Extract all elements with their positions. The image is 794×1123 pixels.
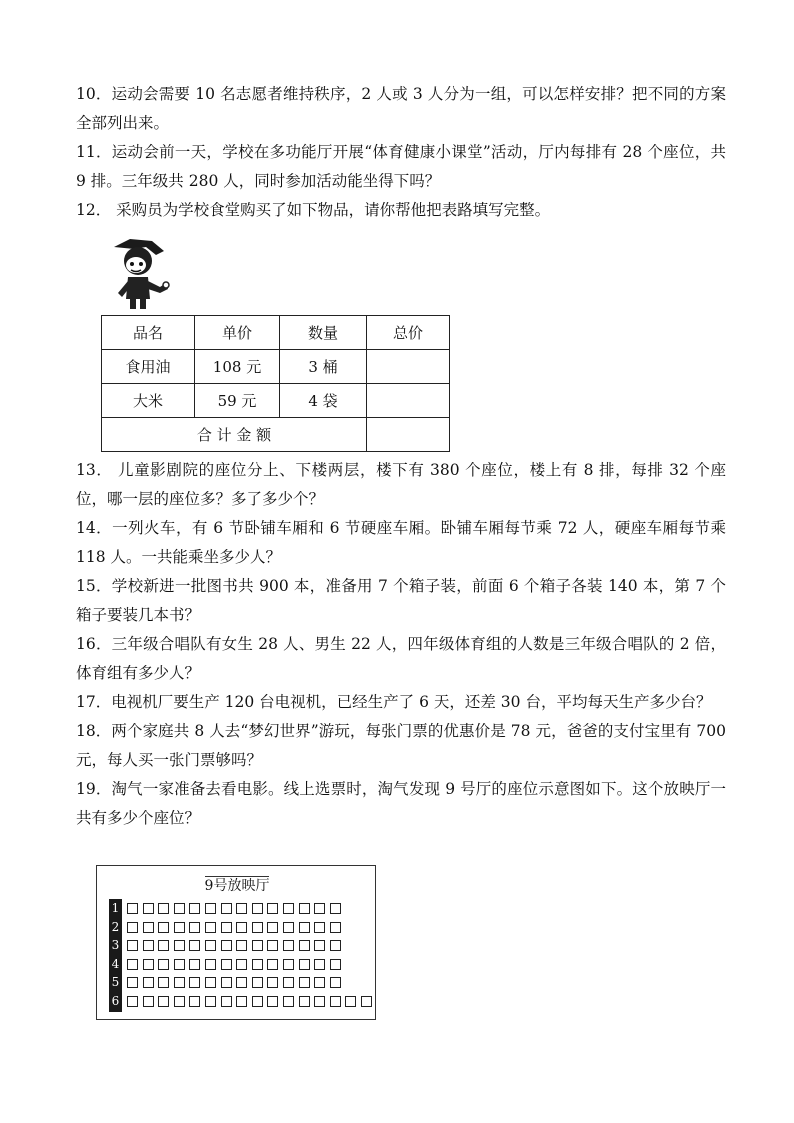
seat [252, 996, 263, 1007]
cell-total[interactable] [367, 384, 450, 418]
seat [267, 903, 278, 914]
cell-quantity: 4 袋 [280, 384, 367, 418]
seat [314, 940, 325, 951]
seat [158, 940, 169, 951]
seat [330, 903, 341, 914]
table-total-row [102, 418, 450, 452]
question-15: 15．学校新进一批图书共 900 本，准备用 7 个箱子装，前面 6 个箱子各装 140 本，第 7 个箱子要装几本书？ [76, 577, 726, 624]
seat [205, 977, 216, 988]
question-18: 18．两个家庭共 8 人去“梦幻世界”游玩，每张门票的优惠价是 78 元，爸爸的支付宝里有 700 元，每人买一张门票够吗？ [76, 722, 726, 769]
seat [236, 996, 247, 1007]
row-number-bar [109, 899, 122, 1012]
question-16: 16．三年级合唱队有女生 28 人、男生 22 人，四年级体育组的人数是三年级合唱队的 2 倍，体育组有多少人？ [76, 635, 726, 682]
seat [314, 959, 325, 970]
seat [189, 959, 200, 970]
seat [205, 903, 216, 914]
table-row [102, 384, 450, 418]
seat [221, 903, 232, 914]
seat [174, 977, 185, 988]
seat [283, 922, 294, 933]
seat [236, 903, 247, 914]
seat [221, 977, 232, 988]
seat [189, 996, 200, 1007]
cell-name: 食用油 [102, 350, 195, 384]
seat [143, 922, 154, 933]
seat [236, 922, 247, 933]
seat [267, 977, 278, 988]
header-total: 总价 [367, 316, 450, 350]
cinema-seat-diagram [96, 865, 376, 1020]
goods-table [101, 315, 450, 452]
seat [158, 959, 169, 970]
total-value[interactable] [367, 418, 450, 452]
seat [158, 977, 169, 988]
seat [127, 940, 138, 951]
row-number: 5 [111, 975, 120, 990]
seat [158, 922, 169, 933]
seat [267, 959, 278, 970]
seat [330, 959, 341, 970]
seat [283, 903, 294, 914]
table-row [102, 350, 450, 384]
question-13: 13． 儿童影剧院的座位分上、下楼两层，楼下有 380 个座位，楼上有 8 排，每排 32 个座位，哪一层的座位多？多了多少个？ [76, 461, 726, 508]
question-12: 12． 采购员为学校食堂购买了如下物品，请你帮他把表路填写完整。 [76, 201, 551, 219]
seat [330, 977, 341, 988]
header-name: 品名 [102, 316, 195, 350]
seat [252, 959, 263, 970]
row-number: 1 [111, 901, 120, 915]
seat [143, 959, 154, 970]
row-number: 4 [111, 956, 120, 971]
cell-unit-price: 59 元 [195, 384, 280, 418]
row-number: 6 [111, 994, 120, 1008]
seat [299, 977, 310, 988]
seat [236, 940, 247, 951]
seat [267, 940, 278, 951]
seat [205, 940, 216, 951]
seat [267, 922, 278, 933]
seat [299, 959, 310, 970]
total-label: 合 计 金 额 [102, 418, 367, 452]
seat [127, 903, 138, 914]
seat [189, 977, 200, 988]
row-number: 3 [111, 938, 120, 953]
seat [283, 940, 294, 951]
seat [158, 996, 169, 1007]
seat [127, 922, 138, 933]
seat [143, 903, 154, 914]
question-11: 11．运动会前一天，学校在多功能厅开展“体育健康小课堂”活动，厅内每排有 28 个座位，共 9 排。三年级共 280 人，同时参加活动能坐得下吗？ [76, 143, 726, 190]
questions-bottom [76, 456, 726, 833]
table-header-row [102, 316, 450, 350]
question-19: 19．淘气一家准备去看电影。线上选票时，淘气发现 9 号厅的座位示意图如下。这个放映厅一共有多少个座位？ [76, 780, 726, 827]
seat [267, 996, 278, 1007]
seat [252, 940, 263, 951]
seat [174, 903, 185, 914]
seat [127, 977, 138, 988]
seat [330, 922, 341, 933]
seat [252, 922, 263, 933]
seat [314, 903, 325, 914]
cell-name: 大米 [102, 384, 195, 418]
seat [174, 940, 185, 951]
cartoon-boy-icon [100, 237, 172, 312]
seat [283, 996, 294, 1007]
question-10: 10．运动会需要 10 名志愿者维持秩序，2 人或 3 人分为一组，可以怎样安排？把不同的方案全部列出来。 [76, 85, 726, 132]
seat [189, 903, 200, 914]
seat [174, 959, 185, 970]
seat [314, 977, 325, 988]
header-quantity: 数量 [280, 316, 367, 350]
seat [205, 996, 216, 1007]
seat [158, 903, 169, 914]
seat [283, 959, 294, 970]
questions-top [76, 80, 726, 225]
seat [361, 996, 372, 1007]
cell-total[interactable] [367, 350, 450, 384]
seat [174, 996, 185, 1007]
seat [314, 996, 325, 1007]
seat [143, 940, 154, 951]
header-unit-price: 单价 [195, 316, 280, 350]
cell-quantity: 3 桶 [280, 350, 367, 384]
question-14: 14．一列火车，有 6 节卧铺车厢和 6 节硬座车厢。卧铺车厢每节乘 72 人，硬座车厢每节乘 118 人。一共能乘坐多少人？ [76, 519, 726, 566]
seat [127, 959, 138, 970]
seat [174, 922, 185, 933]
hall-title: 9号放映厅 [204, 878, 270, 894]
seat [221, 996, 232, 1007]
seat [143, 977, 154, 988]
seat [205, 922, 216, 933]
seat [299, 903, 310, 914]
seat [283, 977, 294, 988]
seat [221, 959, 232, 970]
seat [299, 996, 310, 1007]
seat [252, 977, 263, 988]
seat [127, 996, 138, 1007]
row-number: 2 [111, 919, 120, 934]
seat [189, 922, 200, 933]
seat [221, 922, 232, 933]
cell-unit-price: 108 元 [195, 350, 280, 384]
seat [143, 996, 154, 1007]
seat [299, 940, 310, 951]
seat [299, 922, 310, 933]
seat [345, 996, 356, 1007]
seat [330, 940, 341, 951]
seat [314, 922, 325, 933]
seat [189, 940, 200, 951]
seat [252, 903, 263, 914]
question-17: 17．电视机厂要生产 120 台电视机，已经生产了 6 天，还差 30 台，平均每天生产多少台？ [76, 693, 712, 711]
seat [221, 940, 232, 951]
seat [236, 977, 247, 988]
seat [330, 996, 341, 1007]
seat [205, 959, 216, 970]
seat [236, 959, 247, 970]
